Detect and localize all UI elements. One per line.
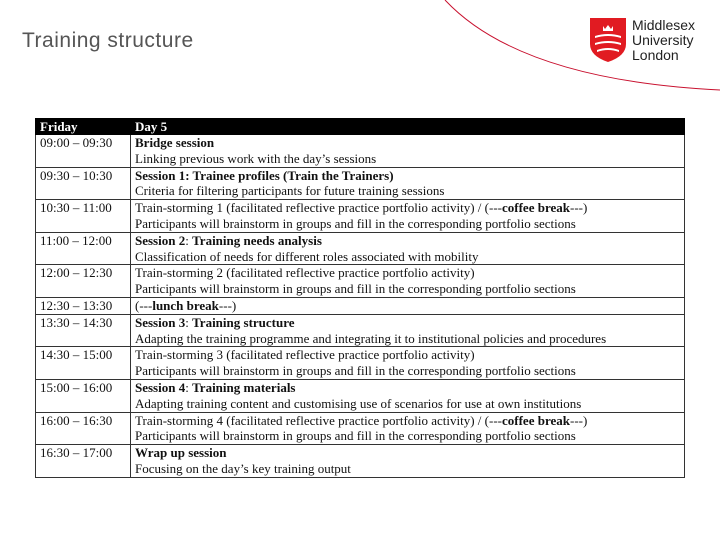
- text-segment: Linking previous work with the day’s sessions: [135, 150, 377, 166]
- header-day-name: Friday: [36, 119, 131, 135]
- session-line: [135, 363, 680, 379]
- logo-line: University: [632, 32, 694, 48]
- session-line: [135, 281, 680, 297]
- session-cell: [131, 232, 685, 265]
- session-cell: [131, 314, 685, 347]
- text-segment: Session 1: Trainee profiles (Train the Trainers): [135, 167, 394, 183]
- table-row: [36, 347, 685, 380]
- text-segment: Criteria for filtering participants for future training sessions: [135, 183, 445, 199]
- text-segment: coffee break: [502, 200, 570, 216]
- text-segment: lunch break: [152, 297, 219, 313]
- session-cell: [131, 167, 685, 200]
- table-row: [36, 445, 685, 478]
- session-cell: [131, 379, 685, 412]
- time-cell: 12:30 – 13:30: [36, 297, 131, 314]
- time-cell: 16:00 – 16:30: [36, 412, 131, 445]
- session-line: [135, 380, 680, 396]
- text-segment: Participants will brainstorm in groups and fill in the corresponding portfolio sections: [135, 215, 576, 231]
- session-cell: [131, 200, 685, 233]
- middlesex-logo: [590, 18, 695, 63]
- table-row: [36, 265, 685, 298]
- text-segment: Participants will brainstorm in groups and fill in the corresponding portfolio sections: [135, 428, 576, 444]
- session-line: [135, 428, 680, 444]
- table-row: [36, 379, 685, 412]
- text-segment: :: [185, 379, 193, 395]
- session-line: [135, 331, 680, 347]
- session-cell: [131, 412, 685, 445]
- text-segment: Bridge session: [135, 135, 215, 150]
- slide-title: Training structure: [22, 29, 194, 52]
- session-cell: [131, 445, 685, 478]
- text-segment: Classification of needs for different roles associated with mobility: [135, 248, 479, 264]
- session-line: [135, 315, 680, 331]
- session-line: [135, 233, 680, 249]
- text-segment: Training needs analysis: [192, 232, 322, 248]
- text-segment: ---): [569, 200, 588, 216]
- session-line: [135, 168, 680, 184]
- session-cell: [131, 347, 685, 380]
- table-row: [36, 167, 685, 200]
- time-cell: 10:30 – 11:00: [36, 200, 131, 233]
- session-line: [135, 265, 680, 281]
- time-cell: 14:30 – 15:00: [36, 347, 131, 380]
- text-segment: Adapting the training programme and integrating it to institutional policies and procedures: [135, 330, 607, 346]
- text-segment: Participants will brainstorm in groups and fill in the corresponding portfolio sections: [135, 281, 576, 297]
- time-cell: 09:30 – 10:30: [36, 167, 131, 200]
- table-header: [36, 119, 685, 135]
- session-cell: [131, 297, 685, 314]
- text-segment: Adapting training content and customising use of scenarios for use at own institutions: [135, 395, 582, 411]
- text-segment: Train-storming 2 (facilitated reflective practice portfolio activity): [135, 265, 475, 281]
- text-segment: Train-storming 1 (facilitated reflective practice portfolio activity) / (---: [135, 200, 502, 216]
- session-cell: [131, 135, 685, 168]
- text-segment: Training structure: [192, 314, 295, 330]
- logo-line: Middlesex: [632, 17, 696, 33]
- text-segment: coffee break: [502, 412, 570, 428]
- session-line: [135, 151, 680, 167]
- text-segment: Focusing on the day’s key training output: [135, 460, 351, 476]
- session-line: [135, 347, 680, 363]
- text-segment: Session 2: [135, 232, 186, 248]
- text-segment: Wrap up session: [135, 445, 227, 461]
- table-row: [36, 412, 685, 445]
- table-row: [36, 232, 685, 265]
- text-segment: :: [185, 314, 193, 330]
- schedule-table: [35, 118, 685, 478]
- text-segment: Train-storming 3 (facilitated reflective practice portfolio activity): [135, 347, 475, 363]
- time-cell: 15:00 – 16:00: [36, 379, 131, 412]
- time-cell: 16:30 – 17:00: [36, 445, 131, 478]
- text-segment: Training materials: [192, 379, 296, 395]
- table-row: [36, 200, 685, 233]
- session-line: [135, 396, 680, 412]
- session-line: [135, 216, 680, 232]
- table-row: [36, 297, 685, 314]
- time-cell: 13:30 – 14:30: [36, 314, 131, 347]
- text-segment: Participants will brainstorm in groups and fill in the corresponding portfolio sections: [135, 363, 576, 379]
- shield-icon: [590, 18, 626, 62]
- text-segment: ---): [218, 297, 237, 313]
- time-cell: 09:00 – 09:30: [36, 135, 131, 168]
- session-line: [135, 249, 680, 265]
- session-line: [135, 445, 680, 461]
- table-row: [36, 135, 685, 168]
- session-line: [135, 183, 680, 199]
- time-cell: 12:00 – 12:30: [36, 265, 131, 298]
- session-cell: [131, 265, 685, 298]
- session-line: [135, 461, 680, 477]
- session-line: [135, 135, 680, 151]
- text-segment: Train-storming 4 (facilitated reflective practice portfolio activity) / (---: [135, 412, 502, 428]
- text-segment: Session 3: [135, 314, 186, 330]
- time-cell: 11:00 – 12:00: [36, 232, 131, 265]
- text-segment: ---): [569, 412, 588, 428]
- session-line: [135, 200, 680, 216]
- text-segment: (---: [135, 297, 153, 313]
- text-segment: Session 4: [135, 379, 186, 395]
- text-segment: :: [185, 232, 193, 248]
- table-row: [36, 314, 685, 347]
- header-day-number: Day 5: [131, 119, 685, 135]
- session-line: [135, 298, 680, 314]
- session-line: [135, 413, 680, 429]
- logo-line: London: [632, 47, 679, 63]
